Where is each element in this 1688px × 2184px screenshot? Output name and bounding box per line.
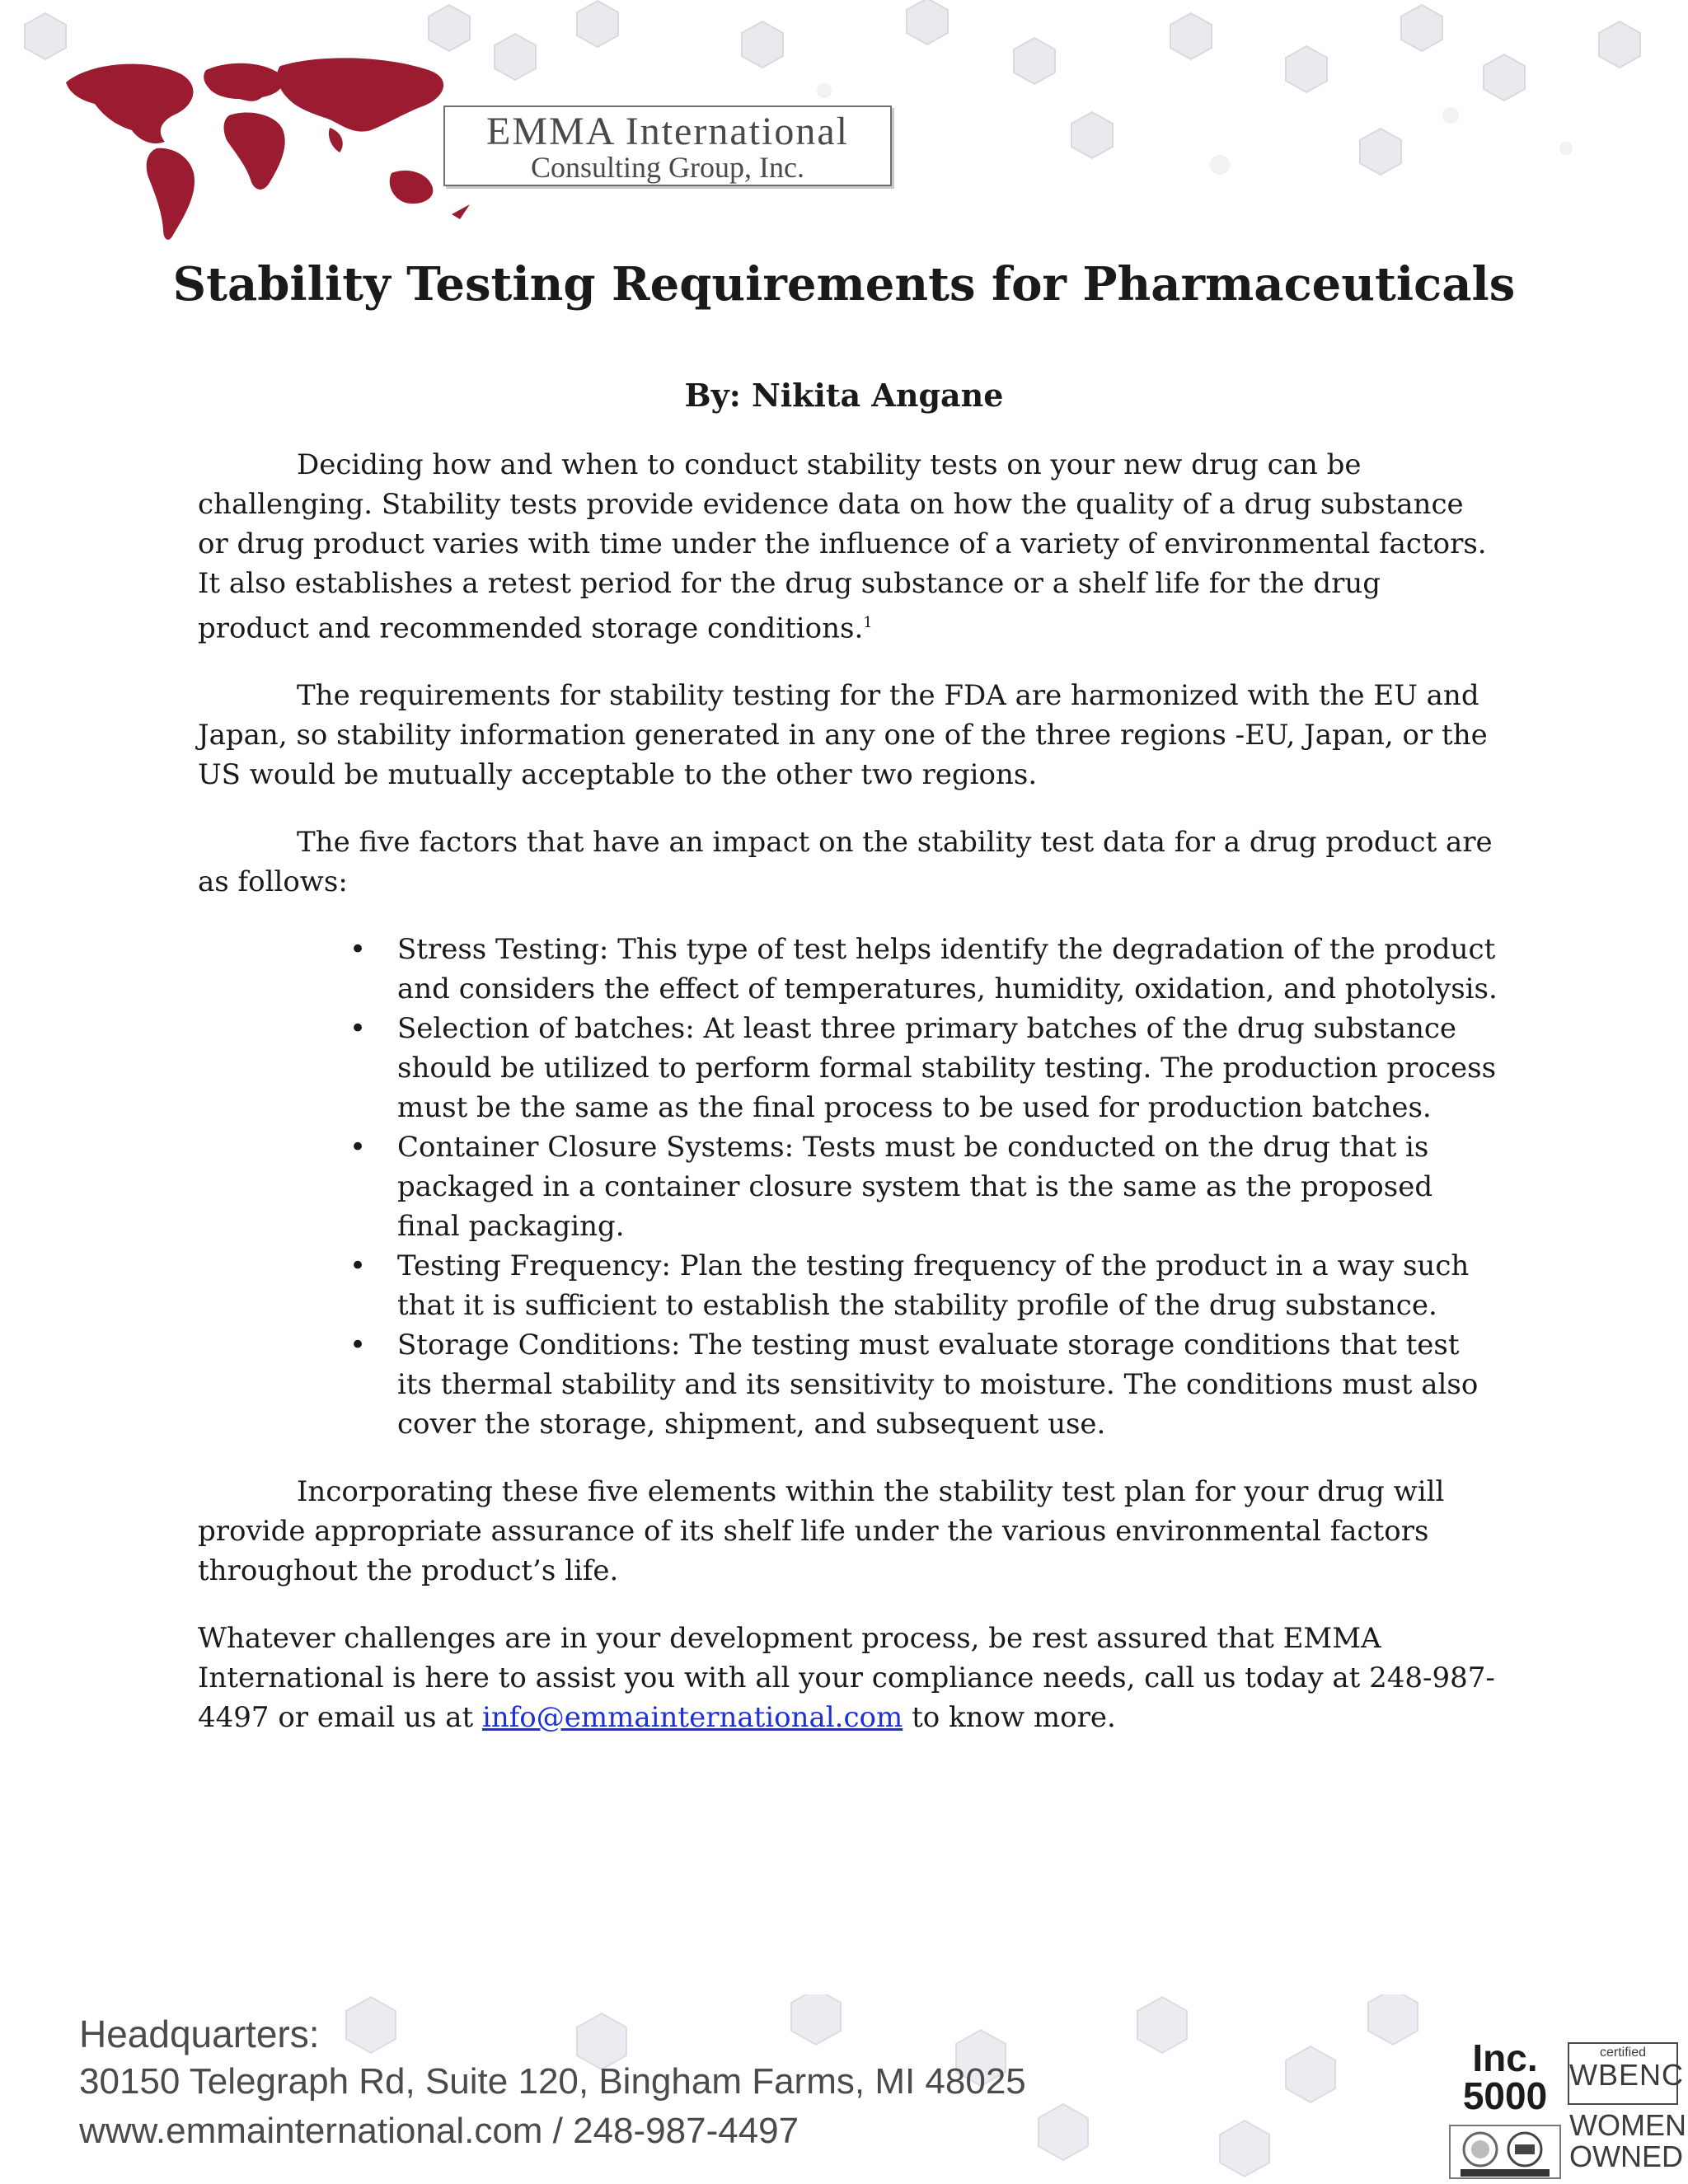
wbenc-badge bbox=[1568, 2042, 1684, 2105]
intro-paragraph bbox=[198, 445, 1500, 648]
bullet-icon: • bbox=[349, 1131, 367, 1165]
conclusion-paragraph: Incorporating these five elements within the stability test plan for your drug will provide appropriate assurance of its shelf life under the various environmental factors throughout the product’s life. bbox=[198, 1475, 1445, 1588]
document-title: Stability Testing Requirements for Pharmaceuticals bbox=[172, 257, 1516, 312]
bullet-icon: • bbox=[349, 1249, 367, 1283]
intro-paragraph-text: Deciding how and when to conduct stability tests on your new drug can be challenging. Stability tests provide evidence data on how the quality of a drug substance or drug product varies with time under the influence of a variety of environmental factors. It also establishes a retest period for the drug substance or a shelf life for the drug product and recommended storage conditions. bbox=[198, 448, 1487, 645]
list-item-text: Selection of batches: At least three primary batches of the drug substance should be utilized to perform formal stability testing. The production process must be the same as the final process to be used for production batches. bbox=[397, 1012, 1497, 1125]
wbenc-label: WBENC bbox=[1569, 2058, 1684, 2092]
website-phone: www.emmainternational.com / 248-987-4497 bbox=[79, 2111, 799, 2151]
certification-seal-badges bbox=[1449, 2125, 1561, 2179]
women-owned-line1: WOMEN bbox=[1569, 2108, 1686, 2142]
logo-company-name: EMMA International bbox=[486, 110, 849, 153]
list-item-text: Testing Frequency: Plan the testing frequency of the product in a way such that it is sufficient to establish the stability profile of the drug substance. bbox=[397, 1249, 1470, 1323]
factors-intro-paragraph: The five factors that have an impact on the stability test data for a drug product are as follows: bbox=[198, 826, 1493, 899]
wbenc-certified-label: certified bbox=[1599, 2046, 1647, 2060]
list-item bbox=[349, 1246, 1500, 1325]
contact-tail: to know more. bbox=[912, 1701, 1116, 1735]
company-logo bbox=[443, 105, 892, 186]
inc-badge-line2: 5000 bbox=[1462, 2074, 1548, 2117]
list-item bbox=[349, 1127, 1500, 1246]
list-item-text: Container Closure Systems: Tests must be conducted on the drug that is packaged in a container closure system that is the same as the proposed final packaging. bbox=[397, 1131, 1433, 1244]
footer-contact bbox=[79, 2011, 1026, 2156]
harmonization-paragraph: The requirements for stability testing for the FDA are harmonized with the EU and Japan, so stability information generated in any one of the three regions -EU, Japan, or the US would be mutually acceptable to the other two regions. bbox=[198, 679, 1488, 792]
factor-list bbox=[198, 930, 1500, 1444]
headquarters-label: Headquarters: bbox=[79, 2013, 320, 2055]
logo-company-subtitle: Consulting Group, Inc. bbox=[531, 151, 804, 184]
bullet-icon: • bbox=[349, 933, 367, 967]
women-owned-line2: OWNED bbox=[1569, 2139, 1683, 2173]
contact-paragraph bbox=[198, 1619, 1500, 1737]
document-author: By: Nikita Angane bbox=[684, 377, 1004, 414]
inc-badge-line1: Inc. bbox=[1472, 2036, 1538, 2079]
footnote-marker: 1 bbox=[863, 614, 873, 631]
list-item-text: Stress Testing: This type of test helps identify the degradation of the product and considers the effect of temperatures, humidity, oxidation, and photolysis. bbox=[397, 933, 1498, 1006]
headquarters-address: 30150 Telegraph Rd, Suite 120, Bingham Farms, MI 48025 bbox=[79, 2061, 1026, 2102]
women-owned-badge bbox=[1569, 2108, 1686, 2179]
world-map-logo bbox=[58, 49, 486, 255]
document-body bbox=[198, 445, 1500, 1765]
list-item bbox=[349, 1325, 1500, 1444]
list-item bbox=[349, 1009, 1500, 1127]
email-link[interactable]: info@emmainternational.com bbox=[481, 1701, 903, 1735]
list-item bbox=[349, 930, 1500, 1009]
list-item-text: Storage Conditions: The testing must evaluate storage conditions that test its thermal stability and its sensitivity to moisture. The conditions must also cover the storage, shipment, and subsequent use. bbox=[397, 1329, 1479, 1441]
contact-text: Whatever challenges are in your development process, be rest assured that EMMA International is here to assist you with all your compliance needs, call us today at 248-987-4497 or email us at bbox=[198, 1622, 1495, 1735]
bullet-icon: • bbox=[349, 1012, 367, 1046]
bullet-icon: • bbox=[349, 1329, 367, 1362]
inc-5000-badge bbox=[1451, 2036, 1559, 2118]
